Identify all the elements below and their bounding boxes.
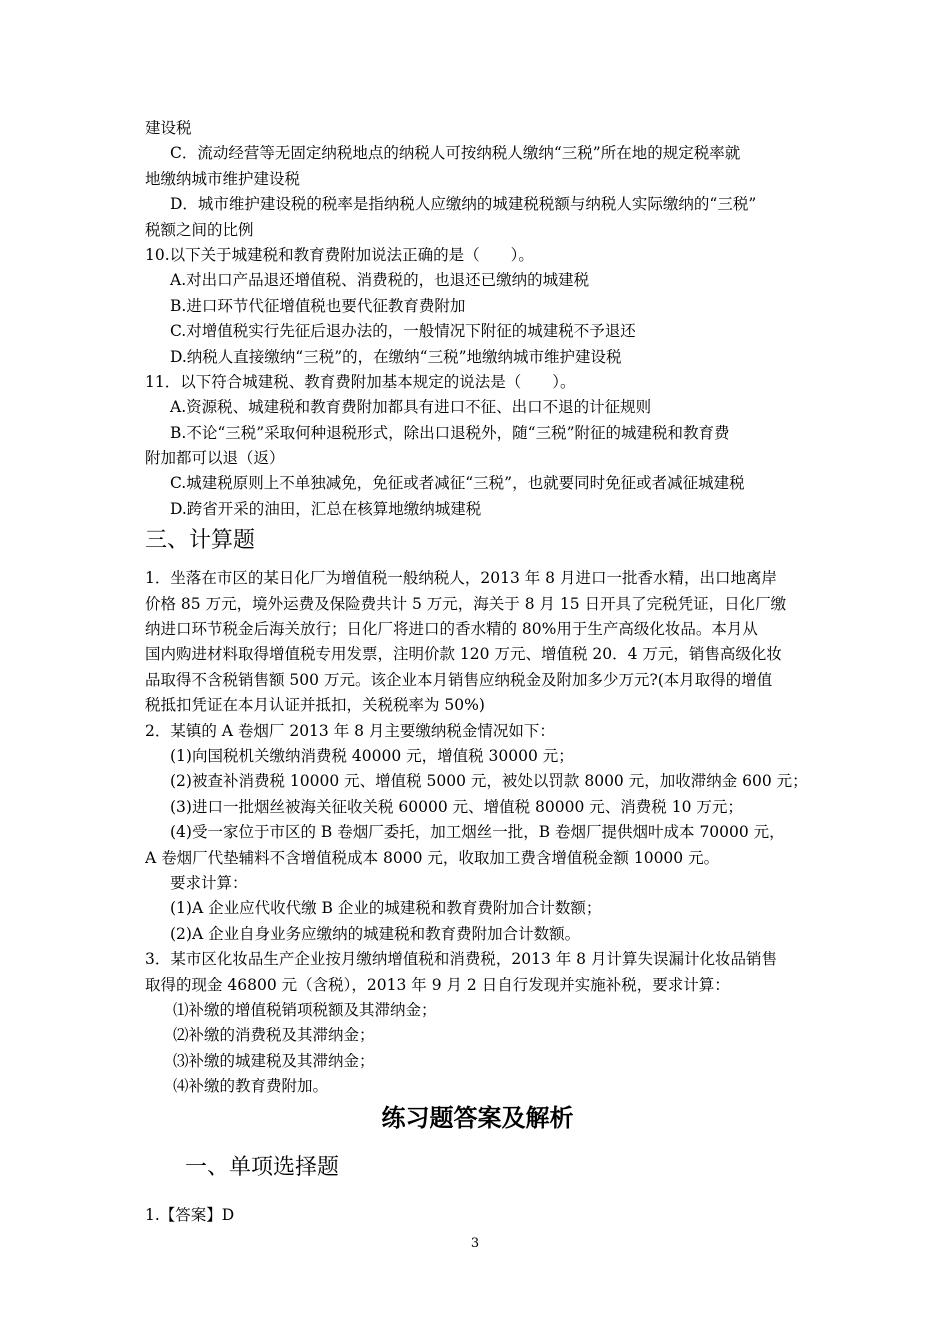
answers-title: 练习题答案及解析 [381, 1104, 574, 1133]
text-line: 取得的现金 46800 元（含税），2013 年 9 月 2 日自行发现并实施补税，要求计算： [145, 975, 730, 994]
text-line: A 卷烟厂代垫辅料不含增值税成本 8000 元，收取加工费含增值税金额 10000 元。 [145, 848, 720, 867]
text-line: 税抵扣凭证在本月认证并抵扣，关税税率为 50%) [145, 696, 485, 715]
text-line: 附加都可以退（返） [145, 449, 285, 468]
page-content [145, 116, 810, 1229]
text-line: A.对出口产品退还增值税、消费税的，也退还已缴纳的城建税 [170, 271, 590, 290]
text-line: A.资源税、城建税和教育费附加都具有进口不征、出口不退的计征规则 [170, 398, 652, 417]
text-line: ⑷补缴的教育费附加。 [173, 1077, 329, 1096]
text-line: (4)受一家位于市区的 B 卷烟厂委托，加工烟丝一批，B 卷烟厂提供烟叶成本 70000 元， [170, 823, 785, 842]
text-line: (3)进口一批烟丝被海关征收关税 60000 元、增值税 80000 元、消费税 10 万元； [170, 797, 743, 816]
text-line: 价格 85 万元，境外运费及保险费共计 5 万元，海关于 8 月 15 日开具了完税凭证，日化厂缴 [145, 594, 787, 613]
text-line: ⑶补缴的城建税及其滞纳金； [173, 1051, 375, 1070]
text-line: ⑴补缴的增值税销项税额及其滞纳金； [173, 1000, 437, 1019]
text-line: 国内购进材料取得增值税专用发票，注明价款 120 万元、增值税 20．4 万元，销售高级化妆 [145, 645, 782, 664]
text-line: 2．某镇的 A 卷烟厂 2013 年 8 月主要缴纳税金情况如下： [145, 721, 555, 740]
text-line: 税额之间的比例 [145, 220, 254, 239]
text-line: D.跨省开采的油田，汇总在核算地缴纳城建税 [170, 499, 482, 518]
text-line: 要求计算： [170, 873, 248, 892]
text-line: 10.以下关于城建税和教育费附加说法正确的是（ ）。 [145, 245, 534, 264]
text-line: B.进口环节代征增值税也要代征教育费附加 [170, 296, 466, 315]
text-line: (1)A 企业应代收代缴 B 企业的城建税和教育费附加合计数额； [170, 899, 602, 918]
text-line: C．流动经营等无固定纳税地点的纳税人可按纳税人缴纳“三税”所在地的规定税率就 [170, 144, 741, 163]
text-line: (2)被查补消费税 10000 元、增值税 5000 元，被处以罚款 8000 元，加收滞纳金 600 元； [170, 772, 808, 791]
answer-line: 1.【答案】D [145, 1206, 235, 1225]
text-line: 纳进口环节税金后海关放行；日化厂将进口的香水精的 80%用于生产高级化妆品。本月从 [145, 620, 758, 639]
page-number: 3 [470, 1236, 480, 1251]
text-line: B.不论“三税”采取何种退税形式，除出口退税外，随“三税”附征的城建税和教育费 [170, 423, 730, 442]
question-block-calculation [145, 566, 810, 1099]
text-line: C.城建税原则上不单独减免，免征或者减征“三税”，也就要同时免征或者减征城建税 [170, 474, 745, 493]
section-title-calculation: 三、计算题 [145, 528, 256, 554]
question-block-multiple-choice [145, 116, 810, 522]
text-line: (2)A 企业自身业务应缴纳的城建税和教育费附加合计数额。 [170, 924, 581, 943]
text-line: 3．某市区化妆品生产企业按月缴纳增值税和消费税，2013 年 8 月计算失误漏计化妆品销售 [145, 950, 777, 969]
text-line: 建设税 [145, 119, 192, 137]
text-line: 品取得不含税销售额 500 万元。该企业本月销售应纳税金及附加多少万元?(本月取得的增值 [145, 670, 773, 689]
text-line: C.对增值税实行先征后退办法的，一般情况下附征的城建税不予退还 [170, 322, 636, 341]
text-line: 1．坐落在市区的某日化厂为增值税一般纳税人，2013 年 8 月进口一批香水精，出口地离岸 [145, 569, 777, 588]
text-line: ⑵补缴的消费税及其滞纳金； [173, 1026, 375, 1045]
text-line: (1)向国税机关缴纳消费税 40000 元，增值税 30000 元； [170, 746, 574, 765]
text-line: D.纳税人直接缴纳“三税”的，在缴纳“三税”地缴纳城市维护建设税 [170, 347, 622, 366]
answers-section-title: 一、单项选择题 [185, 1155, 340, 1181]
text-line: 地缴纳城市维护建设税 [145, 169, 301, 188]
text-line: 11．以下符合城建税、教育费附加基本规定的说法是（ ）。 [145, 372, 576, 391]
text-line: D．城市维护建设税的税率是指纳税人应缴纳的城建税税额与纳税人实际缴纳的“三税” [170, 195, 757, 214]
